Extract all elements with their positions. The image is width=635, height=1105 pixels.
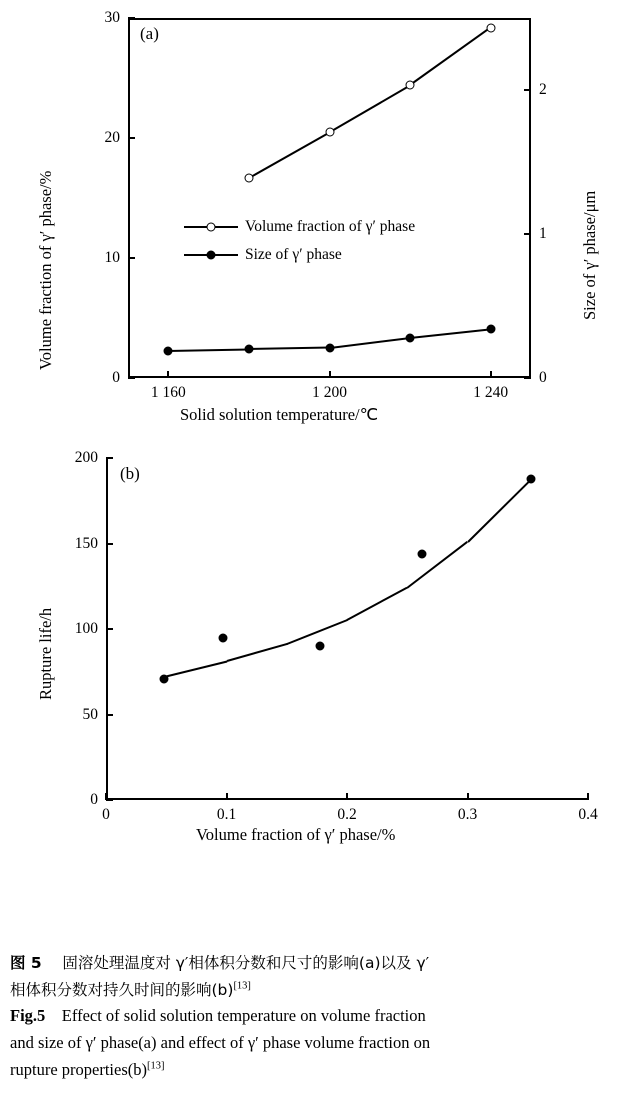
data-point-size xyxy=(406,333,415,342)
data-point-rupture-life xyxy=(218,633,227,642)
legend-marker-filled-circle xyxy=(184,249,238,261)
plot-area-b xyxy=(106,458,588,800)
x-tick xyxy=(467,793,469,800)
panel-label-b: (b) xyxy=(120,464,140,483)
plot-area-a xyxy=(128,18,531,378)
caption-cn-line-1 xyxy=(10,950,625,977)
caption-cn-ref: [13] xyxy=(233,980,251,992)
y-tick xyxy=(106,714,113,716)
x-tick-label: 0.3 xyxy=(457,806,478,823)
y-tick-left xyxy=(128,377,135,379)
y-tick-label-left: 10 xyxy=(104,249,120,266)
caption-en-text-3: rupture properties(b) xyxy=(10,1059,147,1079)
y-tick-label: 0 xyxy=(90,791,98,808)
caption-cn-label: 图 5 xyxy=(10,954,42,972)
panel-label-a: (a) xyxy=(140,24,159,43)
data-point-volume-fraction xyxy=(406,81,415,90)
data-point-rupture-life xyxy=(316,642,325,651)
data-point-rupture-life xyxy=(417,549,426,558)
data-point-rupture-life xyxy=(527,474,536,483)
x-tick-label: 1 200 xyxy=(312,384,347,401)
y-tick-left xyxy=(128,17,135,19)
y-tick-right xyxy=(524,377,531,379)
caption-en-text-1: Effect of solid solution temperature on volume fraction xyxy=(61,1006,426,1026)
legend-label-volume-fraction: Volume fraction of γ′ phase xyxy=(245,218,416,235)
y-tick-label: 150 xyxy=(74,534,98,552)
y-tick-label-right: 0 xyxy=(539,369,547,386)
figure-caption xyxy=(10,950,625,1084)
caption-cn-text-1: 固溶处理温度对 γ′相体积分数和尺寸的影响(a)以及 γ′ xyxy=(62,954,430,972)
axis-title-x-a: Solid solution temperature/℃ xyxy=(180,405,379,424)
data-point-rupture-life xyxy=(159,674,168,683)
x-tick-label: 1 240 xyxy=(473,384,509,401)
legend-entry-volume-fraction xyxy=(184,218,415,236)
legend-entry-size xyxy=(184,246,342,264)
y-tick-right xyxy=(524,233,531,235)
y-tick-label: 100 xyxy=(74,620,98,637)
caption-en-text-2: and size of γ′ phase(a) and effect of γ′ phase volume fraction on xyxy=(10,1033,431,1053)
data-point-size xyxy=(164,346,173,355)
chart-panel-b xyxy=(0,440,635,940)
chart-panel-a xyxy=(0,0,635,430)
x-tick-label: 0 xyxy=(102,806,110,823)
x-tick-label: 0.2 xyxy=(337,806,357,823)
y-tick-label-right: 1 xyxy=(539,225,547,242)
caption-en-ref: [13] xyxy=(147,1060,165,1072)
x-tick xyxy=(490,371,492,378)
data-point-size xyxy=(244,345,253,354)
y-tick-label: 200 xyxy=(74,449,98,466)
axis-title-x-b: Volume fraction of γ′ phase/% xyxy=(196,825,396,844)
y-tick-label-left: 30 xyxy=(104,9,120,26)
x-tick-label: 1 160 xyxy=(150,384,186,401)
y-tick xyxy=(106,799,113,801)
x-tick-label: 0.4 xyxy=(578,806,598,823)
y-tick-label-left: 20 xyxy=(104,129,120,146)
axis-title-y-right-a: Size of γ′ phase/μm xyxy=(580,190,599,320)
data-point-volume-fraction xyxy=(325,128,334,137)
y-tick xyxy=(106,457,113,459)
x-tick-label: 0.1 xyxy=(216,806,237,823)
caption-cn-text-2: 相体积分数对持久时间的影响(b) xyxy=(10,980,234,999)
caption-en-line-3 xyxy=(10,1057,625,1084)
y-tick-label-right: 2 xyxy=(539,81,547,98)
y-tick-left xyxy=(128,137,135,139)
x-tick xyxy=(329,371,331,378)
y-tick xyxy=(106,628,113,630)
caption-cn-line-2 xyxy=(10,977,625,1004)
data-point-size xyxy=(486,325,495,334)
y-tick-label: 50 xyxy=(82,705,98,723)
data-point-volume-fraction xyxy=(486,23,495,32)
x-tick xyxy=(587,793,589,800)
axis-title-y-b: Rupture life/h xyxy=(36,607,55,700)
data-point-size xyxy=(325,343,334,352)
legend-label-size: Size of γ′ phase xyxy=(245,246,342,263)
caption-en-line-2 xyxy=(10,1030,625,1057)
caption-en-line-1 xyxy=(10,1003,625,1030)
x-tick xyxy=(226,793,228,800)
y-tick xyxy=(106,543,113,545)
caption-en-label: Fig.5 xyxy=(10,1006,46,1026)
data-point-volume-fraction xyxy=(244,173,253,182)
legend-marker-open-circle xyxy=(184,221,238,233)
axis-title-y-left-a: Volume fraction of γ′ phase/% xyxy=(36,170,55,370)
x-tick xyxy=(346,793,348,800)
y-tick-right xyxy=(524,89,531,91)
x-tick xyxy=(167,371,169,378)
y-tick-label-left: 0 xyxy=(112,369,120,386)
y-tick-left xyxy=(128,257,135,259)
